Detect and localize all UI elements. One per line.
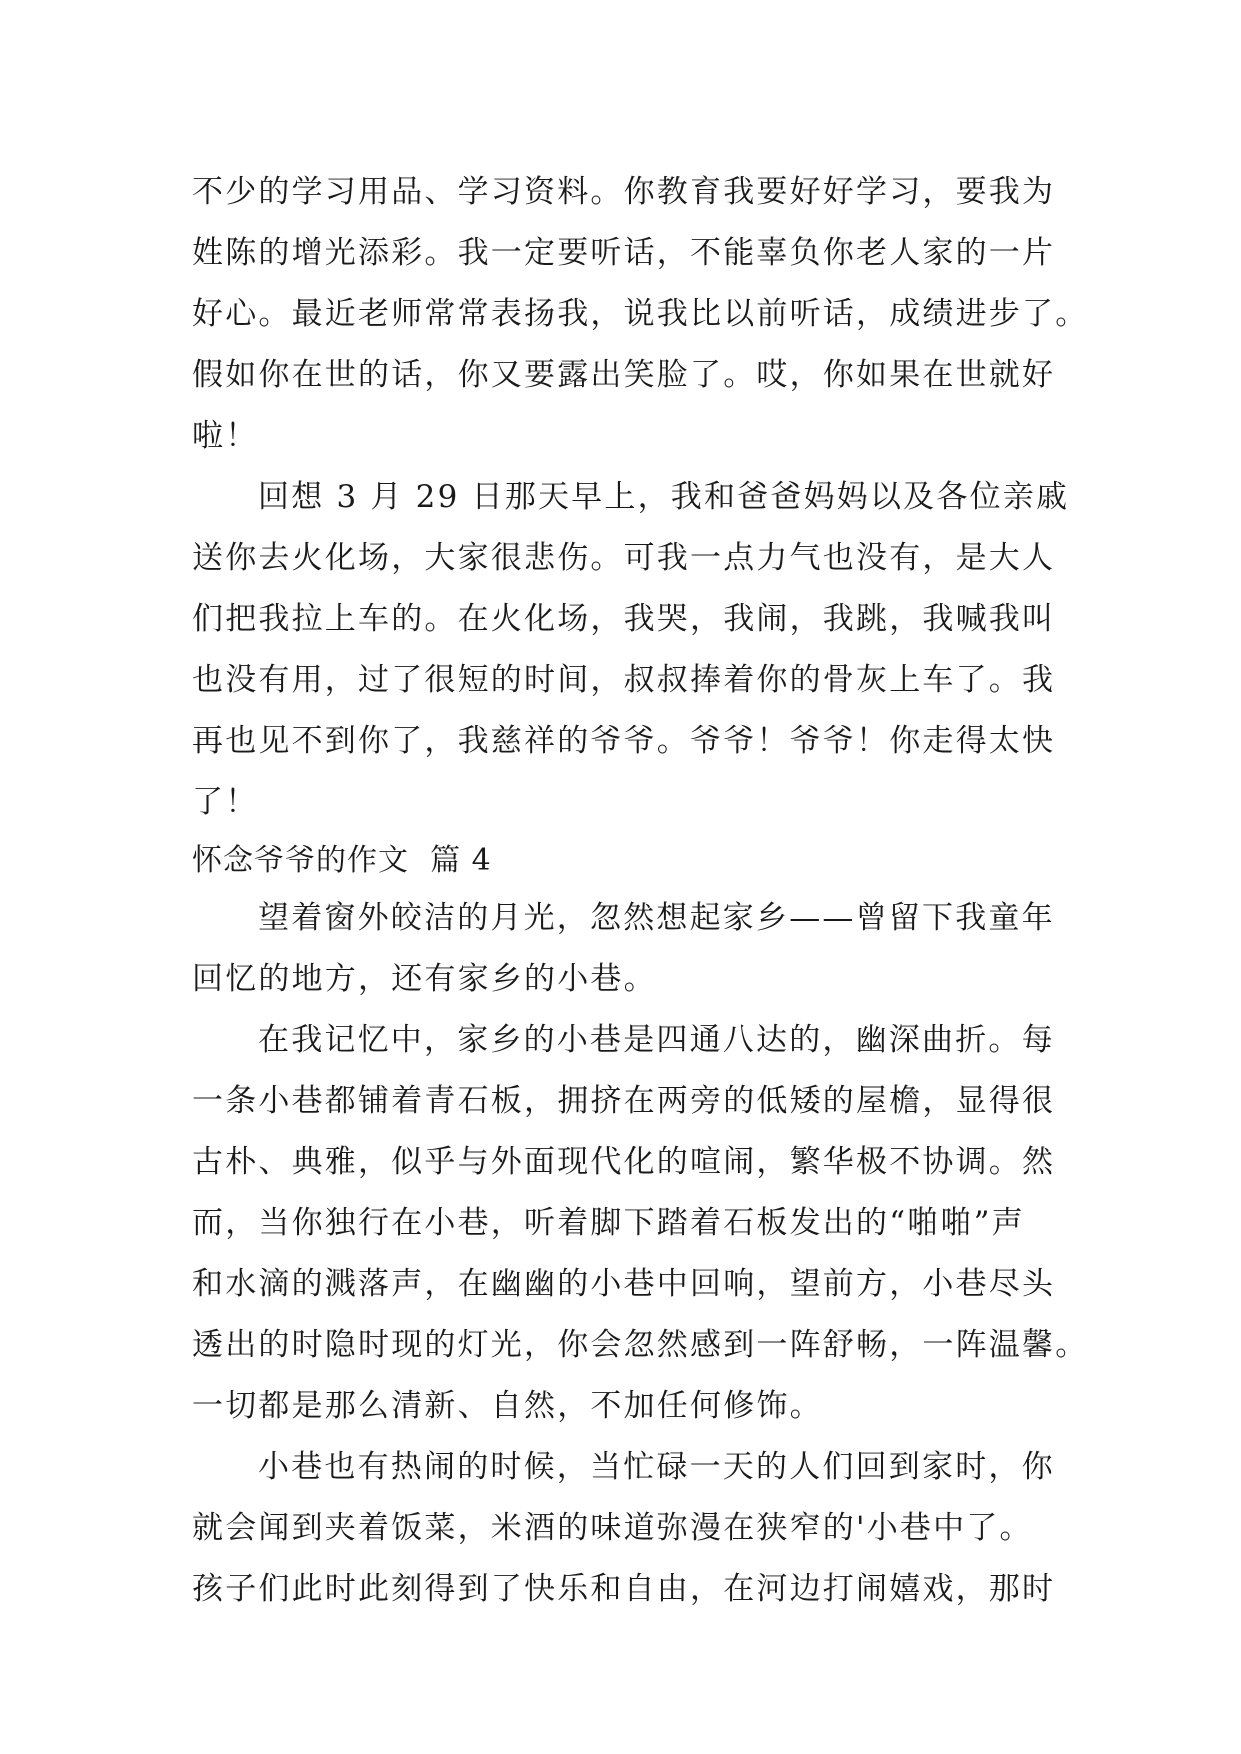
text-line: 好心。最近老师常常表扬我，说我比以前听话，成绩进步了。 [192,296,1089,332]
text-line: 了！ [192,784,259,820]
paragraph-5 [192,1437,1056,1620]
text-line: 也没有用，过了很短的时间，叔叔捧着你的骨灰上车了。我 [192,662,1056,698]
paragraph-2 [192,467,1070,833]
text-line: 姓陈的增光添彩。我一定要听话，不能辜负你老人家的一片 [192,235,1056,271]
text-line: 望着窗外皎洁的月光，忽然想起家乡——曾留下我童年 [258,900,1055,936]
text-line: 回忆的地方，还有家乡的小巷。 [192,961,657,997]
paragraph-3 [192,888,1055,1010]
text-line: 而，当你独行在小巷，听着脚下踏着石板发出的“啪啪”声 [192,1205,1025,1241]
text-line: 送你去火化场，大家很悲伤。可我一点力气也没有，是大人 [192,540,1056,576]
paragraph-1 [192,162,1089,467]
text-line: 回想 3 月 29 日那天早上，我和爸爸妈妈以及各位亲戚 [258,479,1070,515]
text-line: 一条小巷都铺着青石板，拥挤在两旁的低矮的屋檐，显得很 [192,1083,1056,1119]
document-body [192,162,1089,1620]
text-line: 再也见不到你了，我慈祥的爷爷。爷爷！爷爷！你走得太快 [192,723,1056,759]
text-line: 孩子们此时此刻得到了快乐和自由，在河边打闹嬉戏，那时 [192,1571,1056,1607]
text-line: 们把我拉上车的。在火化场，我哭，我闹，我跳，我喊我叫 [192,601,1056,637]
text-line: 啦！ [192,418,259,454]
text-line: 透出的时隐时现的灯光，你会忽然感到一阵舒畅，一阵温馨。 [192,1327,1089,1363]
text-line: 在我记忆中，家乡的小巷是四通八达的，幽深曲折。每 [258,1022,1055,1058]
text-line: 不少的学习用品、学习资料。你教育我要好好学习，要我为 [192,174,1056,210]
text-line: 和水滴的溅落声，在幽幽的小巷中回响，望前方，小巷尽头 [192,1266,1056,1302]
text-line: 假如你在世的话，你又要露出笑脸了。哎，你如果在世就好 [192,357,1056,393]
text-line: 就会闻到夹着饭菜，米酒的味道弥漫在狭窄的'小巷中了。 [192,1510,1033,1546]
text-line: 一切都是那么清新、自然，不加任何修饰。 [192,1388,823,1424]
section-heading: 怀念爷爷的作文 篇 4 [192,843,492,878]
paragraph-4 [192,1010,1089,1437]
text-line: 小巷也有热闹的时候，当忙碌一天的人们回到家时，你 [258,1449,1055,1485]
text-line: 古朴、典雅，似乎与外面现代化的喧闹，繁华极不协调。然 [192,1144,1056,1180]
